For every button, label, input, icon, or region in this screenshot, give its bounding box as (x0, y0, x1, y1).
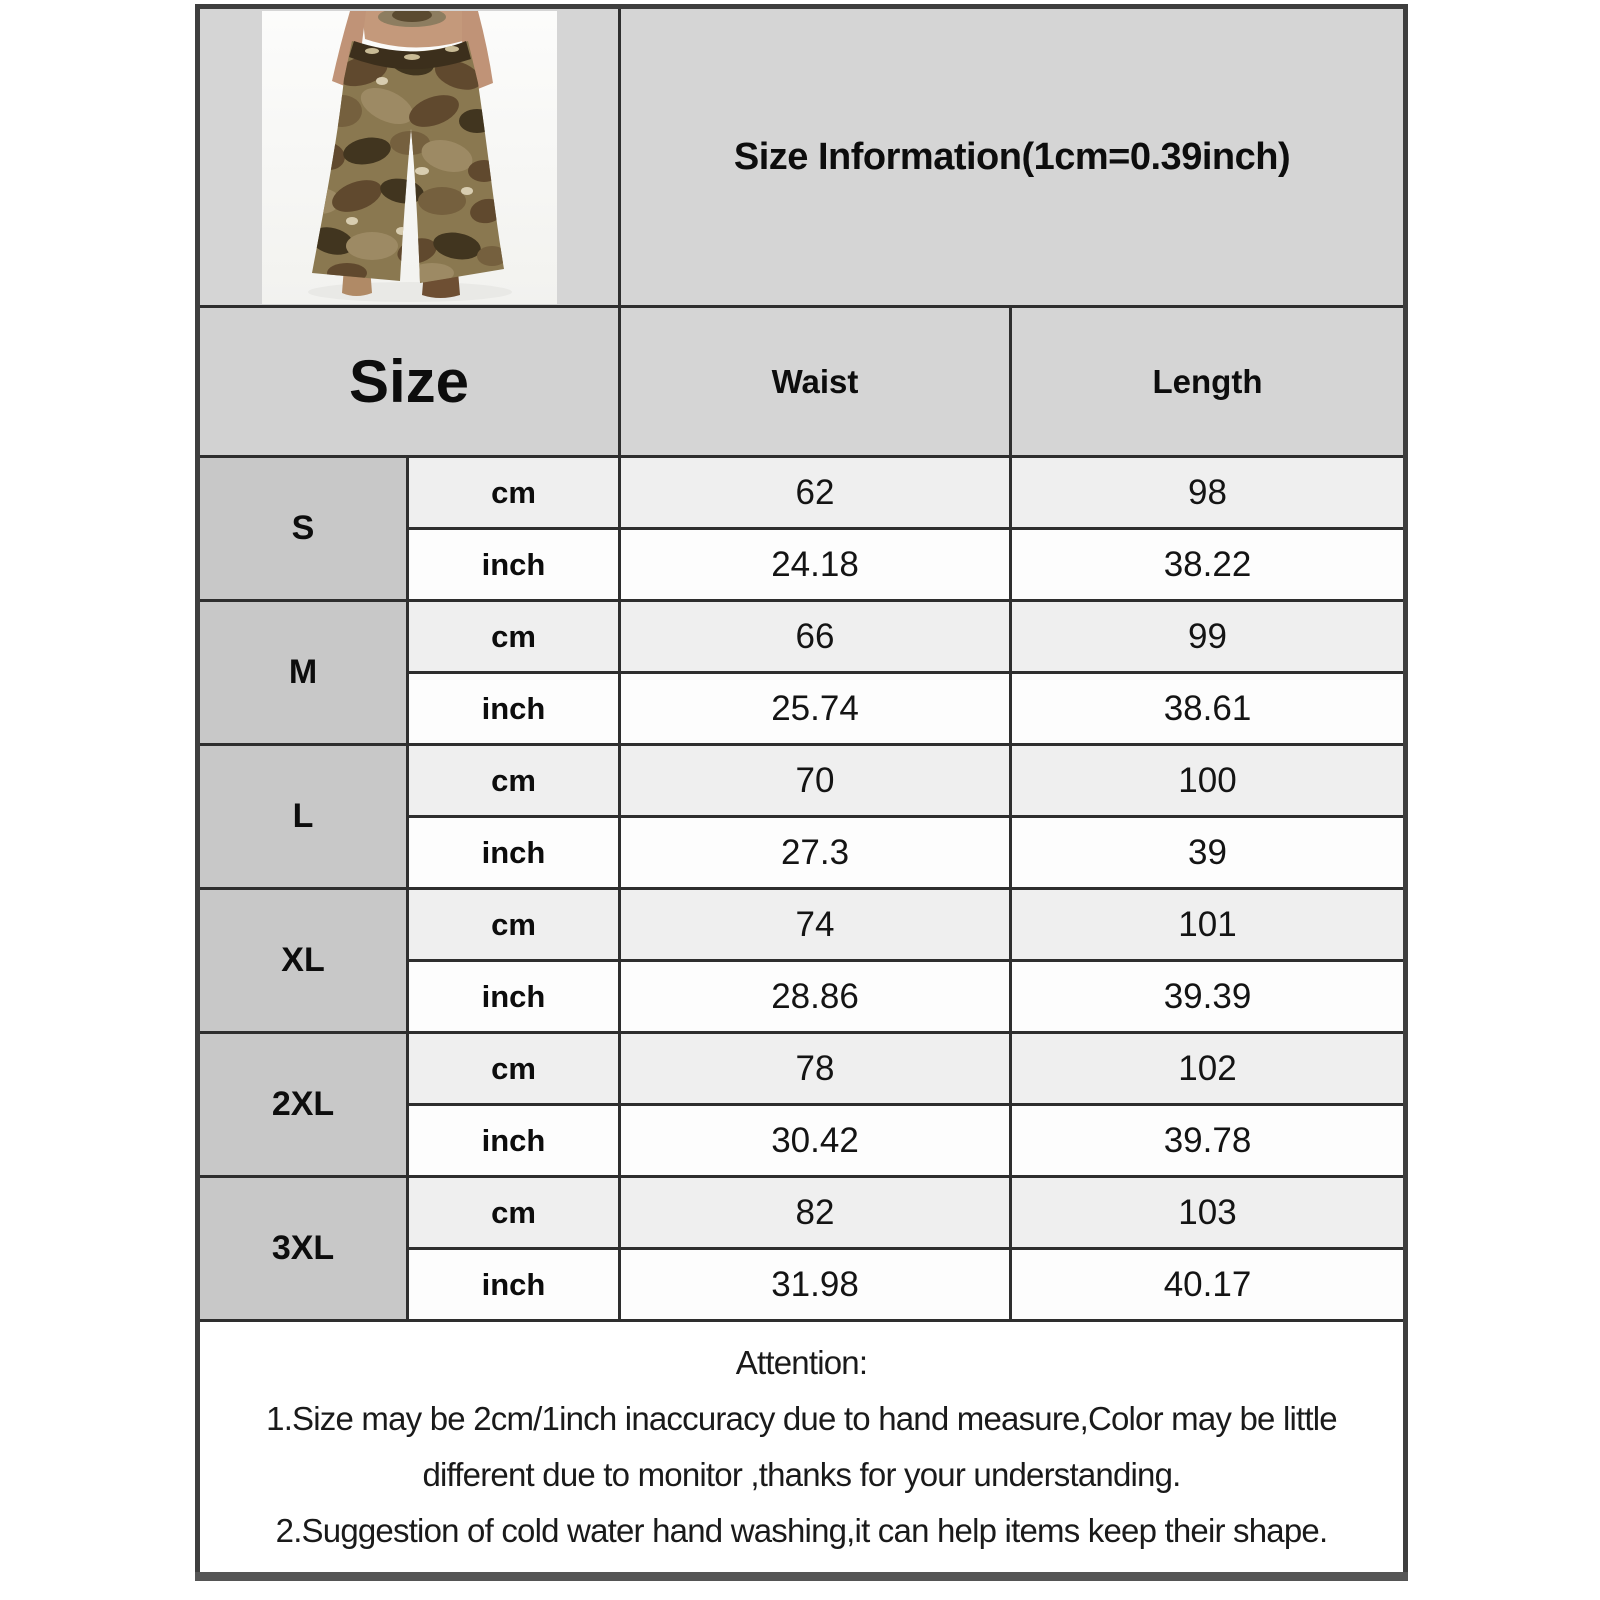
size-label-3xl: 3XL (198, 1177, 408, 1321)
unit-label-inch: inch (408, 817, 620, 889)
table-row (198, 889, 1406, 961)
waist-cm-value: 82 (620, 1177, 1011, 1249)
length-inch-value: 39.78 (1011, 1105, 1406, 1177)
unit-label-cm: cm (408, 457, 620, 529)
unit-label-cm: cm (408, 745, 620, 817)
waist-cm-value: 66 (620, 601, 1011, 673)
waist-cm-value: 78 (620, 1033, 1011, 1105)
pants-photo-icon (262, 11, 557, 304)
table-row (198, 457, 1406, 529)
length-cm-value: 99 (1011, 601, 1406, 673)
product-photo-cell (198, 7, 620, 307)
attention-note (198, 1321, 1406, 1577)
size-label-m: M (198, 601, 408, 745)
length-cm-value: 98 (1011, 457, 1406, 529)
unit-label-cm: cm (408, 1033, 620, 1105)
size-information-title-cell (620, 7, 1406, 307)
length-cm-value: 101 (1011, 889, 1406, 961)
attention-line: different due to monitor ,thanks for your understanding. (422, 1456, 1181, 1493)
attention-heading: Attention: (735, 1344, 868, 1381)
unit-label-cm: cm (408, 601, 620, 673)
length-inch-value: 39 (1011, 817, 1406, 889)
unit-label-inch: inch (408, 529, 620, 601)
waist-cm-value: 70 (620, 745, 1011, 817)
table-row (198, 601, 1406, 673)
attention-line: 1.Size may be 2cm/1inch inaccuracy due to hand measure,Color may be little (266, 1400, 1337, 1437)
waist-inch-value: 28.86 (620, 961, 1011, 1033)
size-label-l: L (198, 745, 408, 889)
waist-cm-value: 74 (620, 889, 1011, 961)
unit-label-cm: cm (408, 1177, 620, 1249)
length-cm-value: 102 (1011, 1033, 1406, 1105)
unit-label-inch: inch (408, 1249, 620, 1321)
length-inch-value: 40.17 (1011, 1249, 1406, 1321)
waist-column-header: Waist (620, 307, 1011, 457)
length-inch-value: 39.39 (1011, 961, 1406, 1033)
table-row (198, 1177, 1406, 1249)
table-row (198, 745, 1406, 817)
table-row (198, 1033, 1406, 1105)
product-photo (262, 11, 557, 304)
waist-inch-value: 27.3 (620, 817, 1011, 889)
size-label-s: S (198, 457, 408, 601)
waist-inch-value: 24.18 (620, 529, 1011, 601)
length-column-header: Length (1011, 307, 1406, 457)
length-inch-value: 38.22 (1011, 529, 1406, 601)
unit-label-cm: cm (408, 889, 620, 961)
size-chart-table (195, 4, 1408, 1581)
length-cm-value: 100 (1011, 745, 1406, 817)
page-title: Size Information(1cm=0.39inch) (733, 135, 1291, 178)
waist-cm-value: 62 (620, 457, 1011, 529)
size-column-header: Size (198, 307, 620, 457)
size-label-2xl: 2XL (198, 1033, 408, 1177)
waist-inch-value: 25.74 (620, 673, 1011, 745)
unit-label-inch: inch (408, 673, 620, 745)
unit-label-inch: inch (408, 961, 620, 1033)
length-inch-value: 38.61 (1011, 673, 1406, 745)
length-cm-value: 103 (1011, 1177, 1406, 1249)
size-label-xl: XL (198, 889, 408, 1033)
waist-inch-value: 30.42 (620, 1105, 1011, 1177)
attention-line: 2.Suggestion of cold water hand washing,it can help items keep their shape. (275, 1512, 1328, 1549)
unit-label-inch: inch (408, 1105, 620, 1177)
waist-inch-value: 31.98 (620, 1249, 1011, 1321)
